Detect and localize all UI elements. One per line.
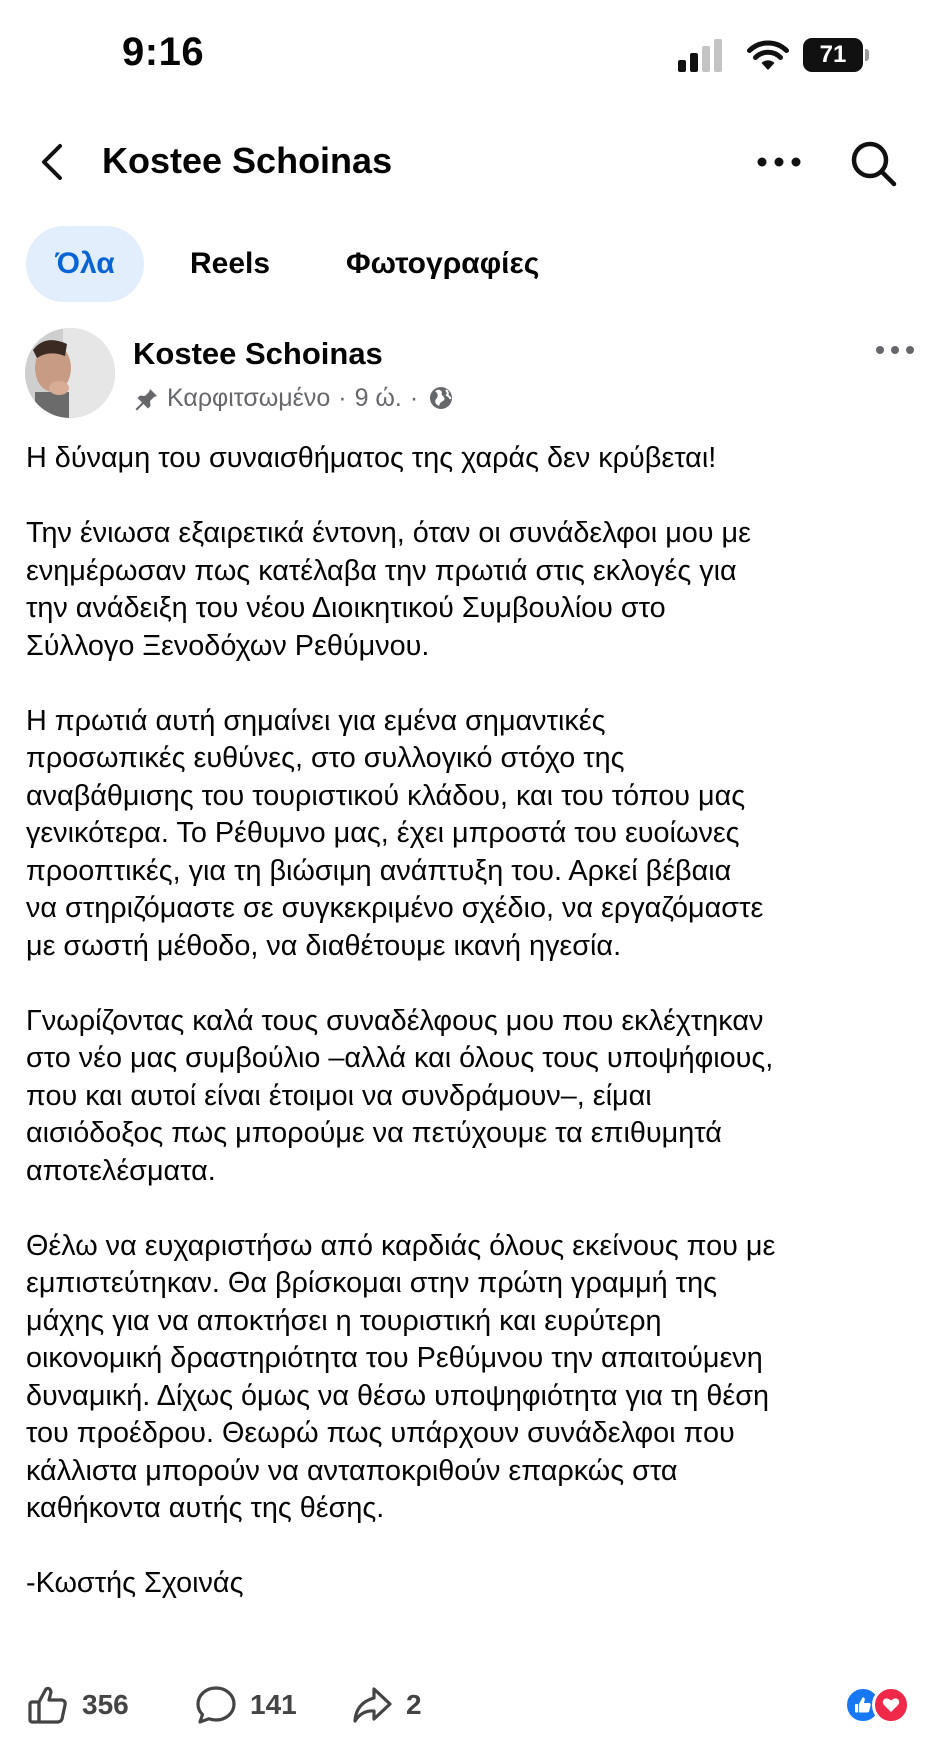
signal-icon bbox=[678, 38, 724, 72]
comment-icon bbox=[194, 1683, 238, 1727]
thumbs-up-icon bbox=[26, 1683, 70, 1727]
battery-icon bbox=[803, 38, 869, 72]
search-icon[interactable] bbox=[848, 138, 900, 190]
post-more-icon[interactable] bbox=[874, 340, 916, 360]
post-time[interactable]: 9 ώ. bbox=[354, 383, 402, 412]
share-button[interactable] bbox=[350, 1680, 422, 1730]
more-horizontal-icon[interactable] bbox=[752, 140, 806, 184]
post-body bbox=[26, 440, 926, 1640]
meta-separator: · bbox=[338, 383, 347, 412]
comment-count: 141 bbox=[250, 1689, 297, 1720]
post-paragraph: Γνωρίζοντας καλά τους συναδέλφους μου που εκλέχτηκαν στο νέο μας συμβούλιο –αλλά και όλους τους υποψήφιους, που και αυτοί είναι έτοιμοι να συνδράμουν–, είμαι αισιόδοξος πως μπορούμε να πετύχουμε τα επιθυμητά αποτελέσματα. bbox=[26, 1004, 774, 1187]
comment-button[interactable] bbox=[194, 1680, 297, 1730]
page-header bbox=[0, 118, 946, 208]
post-paragraph: Η δύναμη του συναισθήματος της χαράς δεν κρύβεται! bbox=[26, 442, 717, 474]
post-paragraph: Η πρωτιά αυτή σημαίνει για εμένα σημαντικές προσωπικές ευθύνες, στο συλλογικό στόχο της αναβάθμισης του τουριστικού κλάδου, και του τόπου μας γενικότερα. Το Ρέθυμνο μας, έχει μπροστά του ευοίωνες προοπτικές, για τη βιώσιμη ανάπτυξη του. Αρκεί βέβαια να στηριζόμαστε σε συγκεκριμένο σχέδιο, να εργαζόμαστε με σωστή μέθοδο, να διαθέτουμε ικανή ηγεσία. bbox=[26, 704, 764, 962]
share-icon bbox=[350, 1683, 394, 1727]
post-meta bbox=[133, 380, 454, 416]
share-count: 2 bbox=[406, 1689, 422, 1720]
like-count: 356 bbox=[82, 1689, 129, 1720]
tab-reels[interactable]: Reels bbox=[190, 247, 271, 280]
tab-photos[interactable]: Φωτογραφίες bbox=[346, 247, 540, 280]
post-header bbox=[0, 328, 946, 428]
filter-tabs bbox=[0, 226, 946, 306]
post-signature: -Κωστής Σχοινάς bbox=[26, 1567, 244, 1599]
status-time: 9:16 bbox=[122, 30, 205, 74]
post-author-name[interactable]: Kostee Schoinas bbox=[133, 336, 383, 371]
reactions-summary[interactable] bbox=[844, 1686, 912, 1726]
globe-icon bbox=[428, 385, 454, 411]
avatar[interactable] bbox=[25, 328, 115, 418]
status-bar bbox=[0, 0, 946, 110]
post-paragraph: Την ένιωσα εξαιρετικά έντονη, όταν οι συνάδελφοι μου με ενημέρωσαν πως κατέλαβα την πρωτιά στις εκλογές για την ανάδειξη του νέου Διοικητικού Συμβουλίου στο Σύλλογο Ξενοδόχων Ρεθύμνου. bbox=[26, 517, 751, 662]
battery-level: 71 bbox=[803, 38, 863, 72]
pin-icon bbox=[133, 385, 159, 411]
post-paragraph: Θέλω να ευχαριστήσω από καρδιάς όλους εκείνους που με εμπιστεύτηκαν. Θα βρίσκομαι στην πρώτη γραμμή της μάχης για να αποκτήσει η τουριστική και ευρύτερη οικονομική δραστηριότητα του Ρεθύμνου την απαιτούμενη δυναμική. Δίχως όμως να θέσω υποψηφιότητα για τη θέση του προέδρου. Θεωρώ πως υπάρχουν συνάδελφοι που κάλλιστα μπορούν να ανταποκριθούν επαρκώς στα καθήκοντα αυτής της θέσης. bbox=[26, 1229, 776, 1524]
tab-all[interactable]: Όλα bbox=[26, 226, 144, 302]
like-button[interactable] bbox=[26, 1680, 129, 1730]
avatar-image bbox=[25, 328, 115, 418]
love-reaction-icon bbox=[872, 1686, 910, 1724]
battery-tip bbox=[865, 49, 869, 61]
meta-separator: · bbox=[409, 383, 419, 412]
back-arrow-icon[interactable] bbox=[30, 138, 78, 186]
page-title: Kostee Schoinas bbox=[102, 140, 393, 181]
wifi-icon bbox=[746, 36, 790, 72]
pinned-label: Καρφιτσωμένο bbox=[167, 383, 331, 412]
post-actions bbox=[0, 1680, 946, 1740]
